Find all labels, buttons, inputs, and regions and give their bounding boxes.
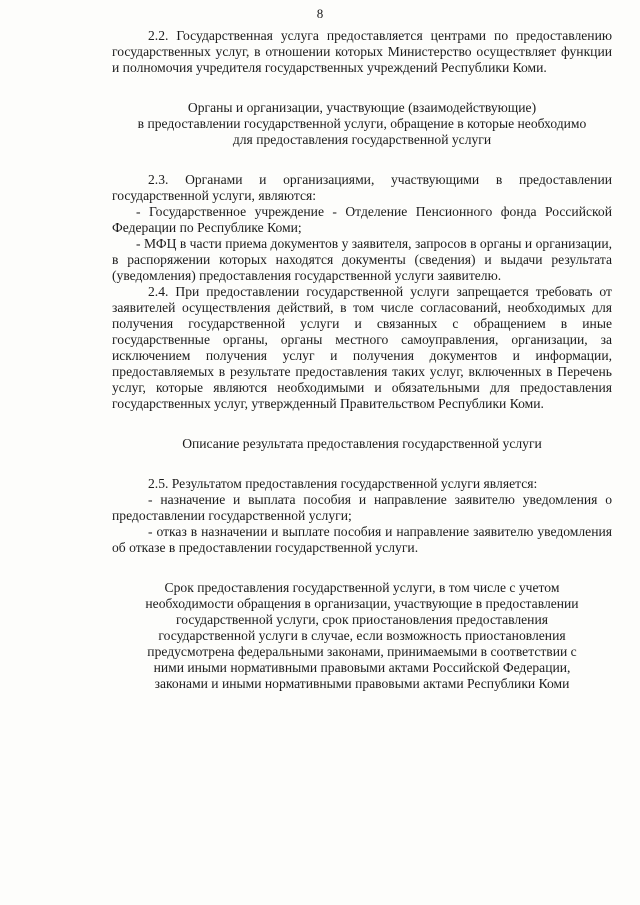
heading-line: Органы и организации, участвующие (взаимодействующие) bbox=[187, 100, 537, 115]
list-item: - отказ в назначении и выплате пособия и направление заявителю уведомления об отказе в предоставлении государственной услуги. bbox=[112, 524, 612, 555]
list-item: - МФЦ в части приема документов у заявителя, запросов в органы и организации, в распоряжении которых находятся документы (сведения) и выдачи результата (уведомления) предоставления государственной услуги заявителю. bbox=[112, 236, 612, 283]
list-item: - Государственное учреждение - Отделение Пенсионного фонда Российской Федерации по Республике Коми; bbox=[112, 204, 612, 235]
heading-line: государственной услуги, срок приостановления предоставления bbox=[176, 612, 548, 627]
heading-line: необходимости обращения в организации, участвующие в предоставлении bbox=[145, 596, 579, 611]
heading-line: предусмотрена федеральными законами, принимаемыми в соответствии с bbox=[147, 644, 577, 659]
document-body bbox=[112, 28, 612, 692]
page-number: 8 bbox=[316, 6, 324, 21]
heading-line: для предоставления государственной услуги bbox=[232, 132, 492, 147]
paragraph-2-4: 2.4. При предоставлении государственной услуги запрещается требовать от заявителей осуществления действий, в том числе согласований, необходимых для получения государственной услуги и связанных с обращением в иные государственные органы, органы местного самоуправления, организации, за исключением получения услуг и получения документов и информации, предоставляемых в результате предоставления таких услуг, включенных в Перечень услуг, которые являются необходимыми и обязательными для предоставления государственных услуг, утвержденный Правительством Республики Коми. bbox=[112, 284, 612, 411]
section-heading-result-description: Описание результата предоставления государственной услуги bbox=[182, 436, 542, 451]
heading-line: законами и иными нормативными правовыми актами Республики Коми bbox=[154, 676, 570, 691]
heading-line: Срок предоставления государственной услуги, в том числе с учетом bbox=[164, 580, 560, 595]
section-heading-service-term bbox=[112, 580, 612, 692]
heading-line: в предоставлении государственной услуги, обращение в которые необходимо bbox=[137, 116, 587, 131]
section-heading-participating-organizations bbox=[112, 100, 612, 148]
paragraph-2-5: 2.5. Результатом предоставления государственной услуги является: bbox=[148, 476, 538, 491]
paragraph-2-2: 2.2. Государственная услуга предоставляется центрами по предоставлению государственных услуг, в отношении которых Министерство осуществляет функции и полномочия учредителя государственных учреждений Республики Коми. bbox=[112, 28, 612, 75]
paragraph-2-3: 2.3. Органами и организациями, участвующими в предоставлении государственной услуги, являются: bbox=[112, 172, 612, 203]
heading-line: ними иными нормативными правовыми актами Российской Федерации, bbox=[153, 660, 571, 675]
heading-line: государственной услуги в случае, если возможность приостановления bbox=[158, 628, 566, 643]
list-item: - назначение и выплата пособия и направление заявителю уведомления о предоставлении государственной услуги; bbox=[112, 492, 612, 523]
